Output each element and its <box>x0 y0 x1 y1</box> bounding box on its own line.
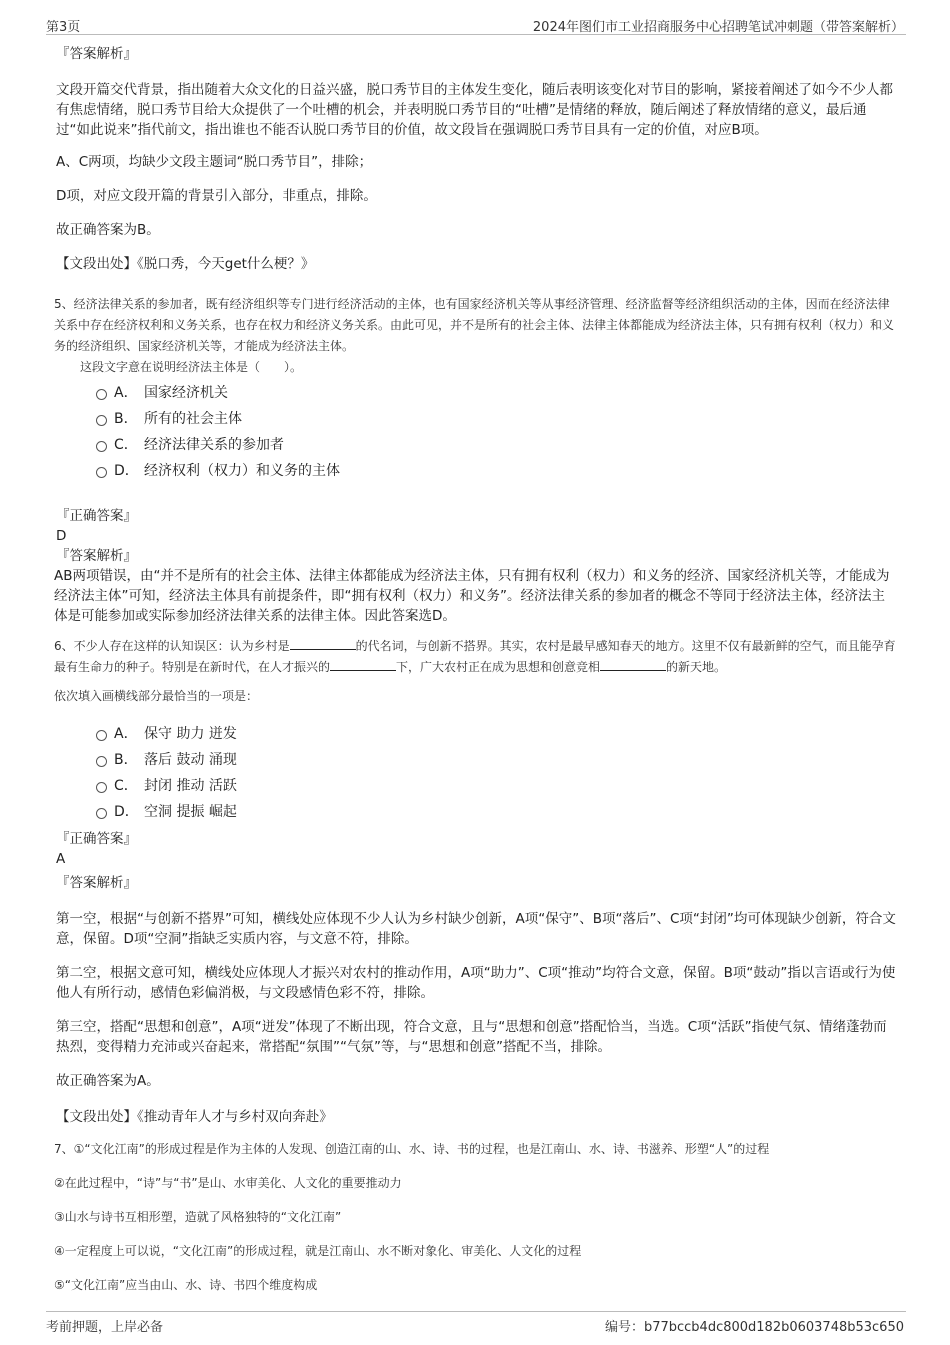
analysis-paragraph: A、C两项，均缺少文段主题词“脱口秀节目”，排除； <box>56 154 373 170</box>
stem-part: 6、不少人存在这样的认知误区：认为乡村是 <box>54 639 290 653</box>
question-prompt: 依次填入画横线部分最恰当的一项是： <box>54 689 259 703</box>
analysis-conclusion: 故正确答案为B。 <box>56 222 160 238</box>
correct-answer-label: 『正确答案』 <box>56 831 137 847</box>
radio-icon[interactable] <box>96 415 107 426</box>
question-prompt: 这段文字意在说明经济法主体是（ ）。 <box>80 360 303 374</box>
option-text: 国家经济机关 <box>144 385 228 401</box>
page-footer <box>46 1311 906 1335</box>
option-label: C． <box>114 437 138 453</box>
option-label: D． <box>114 463 139 479</box>
option-label: D． <box>114 804 139 820</box>
option-a[interactable] <box>56 721 896 747</box>
fill-blank <box>600 658 666 671</box>
fill-blank <box>330 658 396 671</box>
page-header <box>46 14 906 35</box>
analysis-label: 『答案解析』 <box>56 875 137 891</box>
option-label: C． <box>114 778 138 794</box>
analysis-paragraph: 第一空，根据“与创新不搭界”可知，横线处应体现不少人认为乡村缺少创新，A项“保守”、B项“落后”、C项“封闭”均可体现缺少创新，符合文意，保留。D项“空洞”指缺乏实质内容，与文意不符，排除。 <box>56 911 896 947</box>
document-title: 2024年图们市工业招商服务中心招聘笔试冲刺题（带答案解析） <box>532 20 904 35</box>
option-c[interactable] <box>56 432 896 458</box>
option-d[interactable] <box>56 458 896 484</box>
option-d[interactable] <box>56 799 896 825</box>
stem-part: 的代名词，与创新不搭界。其实，农村是最早感知春天的地方。这里不仅有最新鲜的空气，而且能孕育最有生命力的种子。特别是在新时代，在人才振兴的 <box>54 639 896 674</box>
option-b[interactable] <box>56 747 896 773</box>
option-text: 空洞 提振 崛起 <box>144 804 237 820</box>
question-stem <box>54 636 896 678</box>
fill-blank <box>290 637 356 650</box>
option-text: 经济权利（权力）和义务的主体 <box>144 463 340 479</box>
question-sentence: ③山水与诗书互相形塑，造就了风格独特的“文化江南” <box>54 1210 342 1224</box>
source-citation: 【文段出处】《推动青年人才与乡村双向奔赴》 <box>56 1109 333 1125</box>
option-label: B． <box>114 752 138 768</box>
option-text: 保守 助力 迸发 <box>144 726 237 742</box>
page-number: 第3页 <box>46 20 81 35</box>
stem-part: 下，广大农村正在成为思想和创意竞相 <box>396 660 601 674</box>
question-stem: 5、经济法律关系的参加者，既有经济组织等专门进行经济活动的主体，也有国家经济机关等从事经济管理、经济监督等经济组织活动的主体，因而在经济法律关系中存在经济权利和义务关系，也存在权力和经济义务关系。由此可见，并不是所有的社会主体、法律主体都能成为经济法主体，只有拥有权利（权力）和义务的经济组织、国家经济机关等，才能成为经济法主体。 <box>54 297 895 353</box>
analysis-label: 『答案解析』 <box>56 548 137 564</box>
question-sentence: ⑤“文化江南”应当由山、水、诗、书四个维度构成 <box>54 1278 318 1292</box>
option-a[interactable] <box>56 380 896 406</box>
option-text: 落后 鼓动 涌现 <box>144 752 237 768</box>
analysis-paragraph: 文段开篇交代背景，指出随着大众文化的日益兴盛，脱口秀节目的主体发生变化，随后表明该变化对节目的影响，紧接着阐述了如今不少人都有焦虑情绪，脱口秀节目给大众提供了一个吐槽的机会，并表明脱口秀节目的“吐槽”是情绪的释放，随后阐述了释放情绪的意义，最后通过“如此说来”指代前文，指出谁也不能否认脱口秀节目的价值，故文段旨在强调脱口秀节目具有一定的价值，对应B项。 <box>56 82 893 138</box>
question-sentence: ④一定程度上可以说，“文化江南”的形成过程，就是江南山、水不断对象化、审美化、人文化的过程 <box>54 1244 582 1258</box>
radio-icon[interactable] <box>96 467 107 478</box>
option-text: 经济法律关系的参加者 <box>144 437 284 453</box>
analysis-conclusion: 故正确答案为A。 <box>56 1073 160 1089</box>
option-label: A． <box>114 385 138 401</box>
radio-icon[interactable] <box>96 782 107 793</box>
radio-icon[interactable] <box>96 389 107 400</box>
option-text: 所有的社会主体 <box>144 411 242 427</box>
radio-icon[interactable] <box>96 756 107 767</box>
radio-icon[interactable] <box>96 441 107 452</box>
option-text: 封闭 推动 活跃 <box>144 778 237 794</box>
option-label: B． <box>114 411 138 427</box>
option-b[interactable] <box>56 406 896 432</box>
stem-part: 的新天地。 <box>666 660 727 674</box>
document-code: 编号：b77bccb4dc800d182b0603748b53c650 <box>604 1320 904 1335</box>
correct-answer-label: 『正确答案』 <box>56 508 137 524</box>
question-sentence: 7、①“文化江南”的形成过程是作为主体的人发现、创造江南的山、水、诗、书的过程，也是江南山、水、诗、书滋养、形塑“人”的过程 <box>54 1142 770 1156</box>
question-sentence: ②在此过程中，“诗”与“书”是山、水审美化、人文化的重要推动力 <box>54 1176 402 1190</box>
analysis-paragraph: 第三空，搭配“思想和创意”，A项“迸发”体现了不断出现，符合文意，且与“思想和创意”搭配恰当，当选。C项“活跃”指使气氛、情绪蓬勃而热烈，变得精力充沛或兴奋起来，常搭配“氛围”“气氛”等，与“思想和创意”搭配不当，排除。 <box>56 1019 887 1055</box>
source-citation: 【文段出处】《脱口秀，今天get什么梗？》 <box>56 256 315 272</box>
option-c[interactable] <box>56 773 896 799</box>
footer-slogan: 考前押题，上岸必备 <box>46 1320 164 1335</box>
option-label: A． <box>114 726 138 742</box>
correct-answer: A <box>56 851 66 867</box>
analysis-paragraph: AB两项错误，由“并不是所有的社会主体、法律主体都能成为经济法主体，只有拥有权利（权力）和义务的经济、国家经济机关等，才能成为经济法主体”可知，经济法主体具有前提条件，即“拥有权利（权力）和义务”。经济法律关系的参加者的概念不等同于经济法主体，经济法主体是可能参加或实际参加经济法律关系的法律主体。因此答案选D。 <box>54 568 890 624</box>
page-content <box>56 44 896 1296</box>
analysis-paragraph: 第二空，根据文意可知，横线处应体现人才振兴对农村的推动作用，A项“助力”、C项“推动”均符合文意，保留。B项“鼓动”指以言语或行为使他人有所行动，感情色彩偏消极，与文段感情色彩不符，排除。 <box>56 965 896 1001</box>
radio-icon[interactable] <box>96 808 107 819</box>
analysis-paragraph: D项，对应文段开篇的背景引入部分，非重点，排除。 <box>56 188 377 204</box>
analysis-label: 『答案解析』 <box>56 46 137 62</box>
radio-icon[interactable] <box>96 730 107 741</box>
correct-answer: D <box>56 528 67 544</box>
